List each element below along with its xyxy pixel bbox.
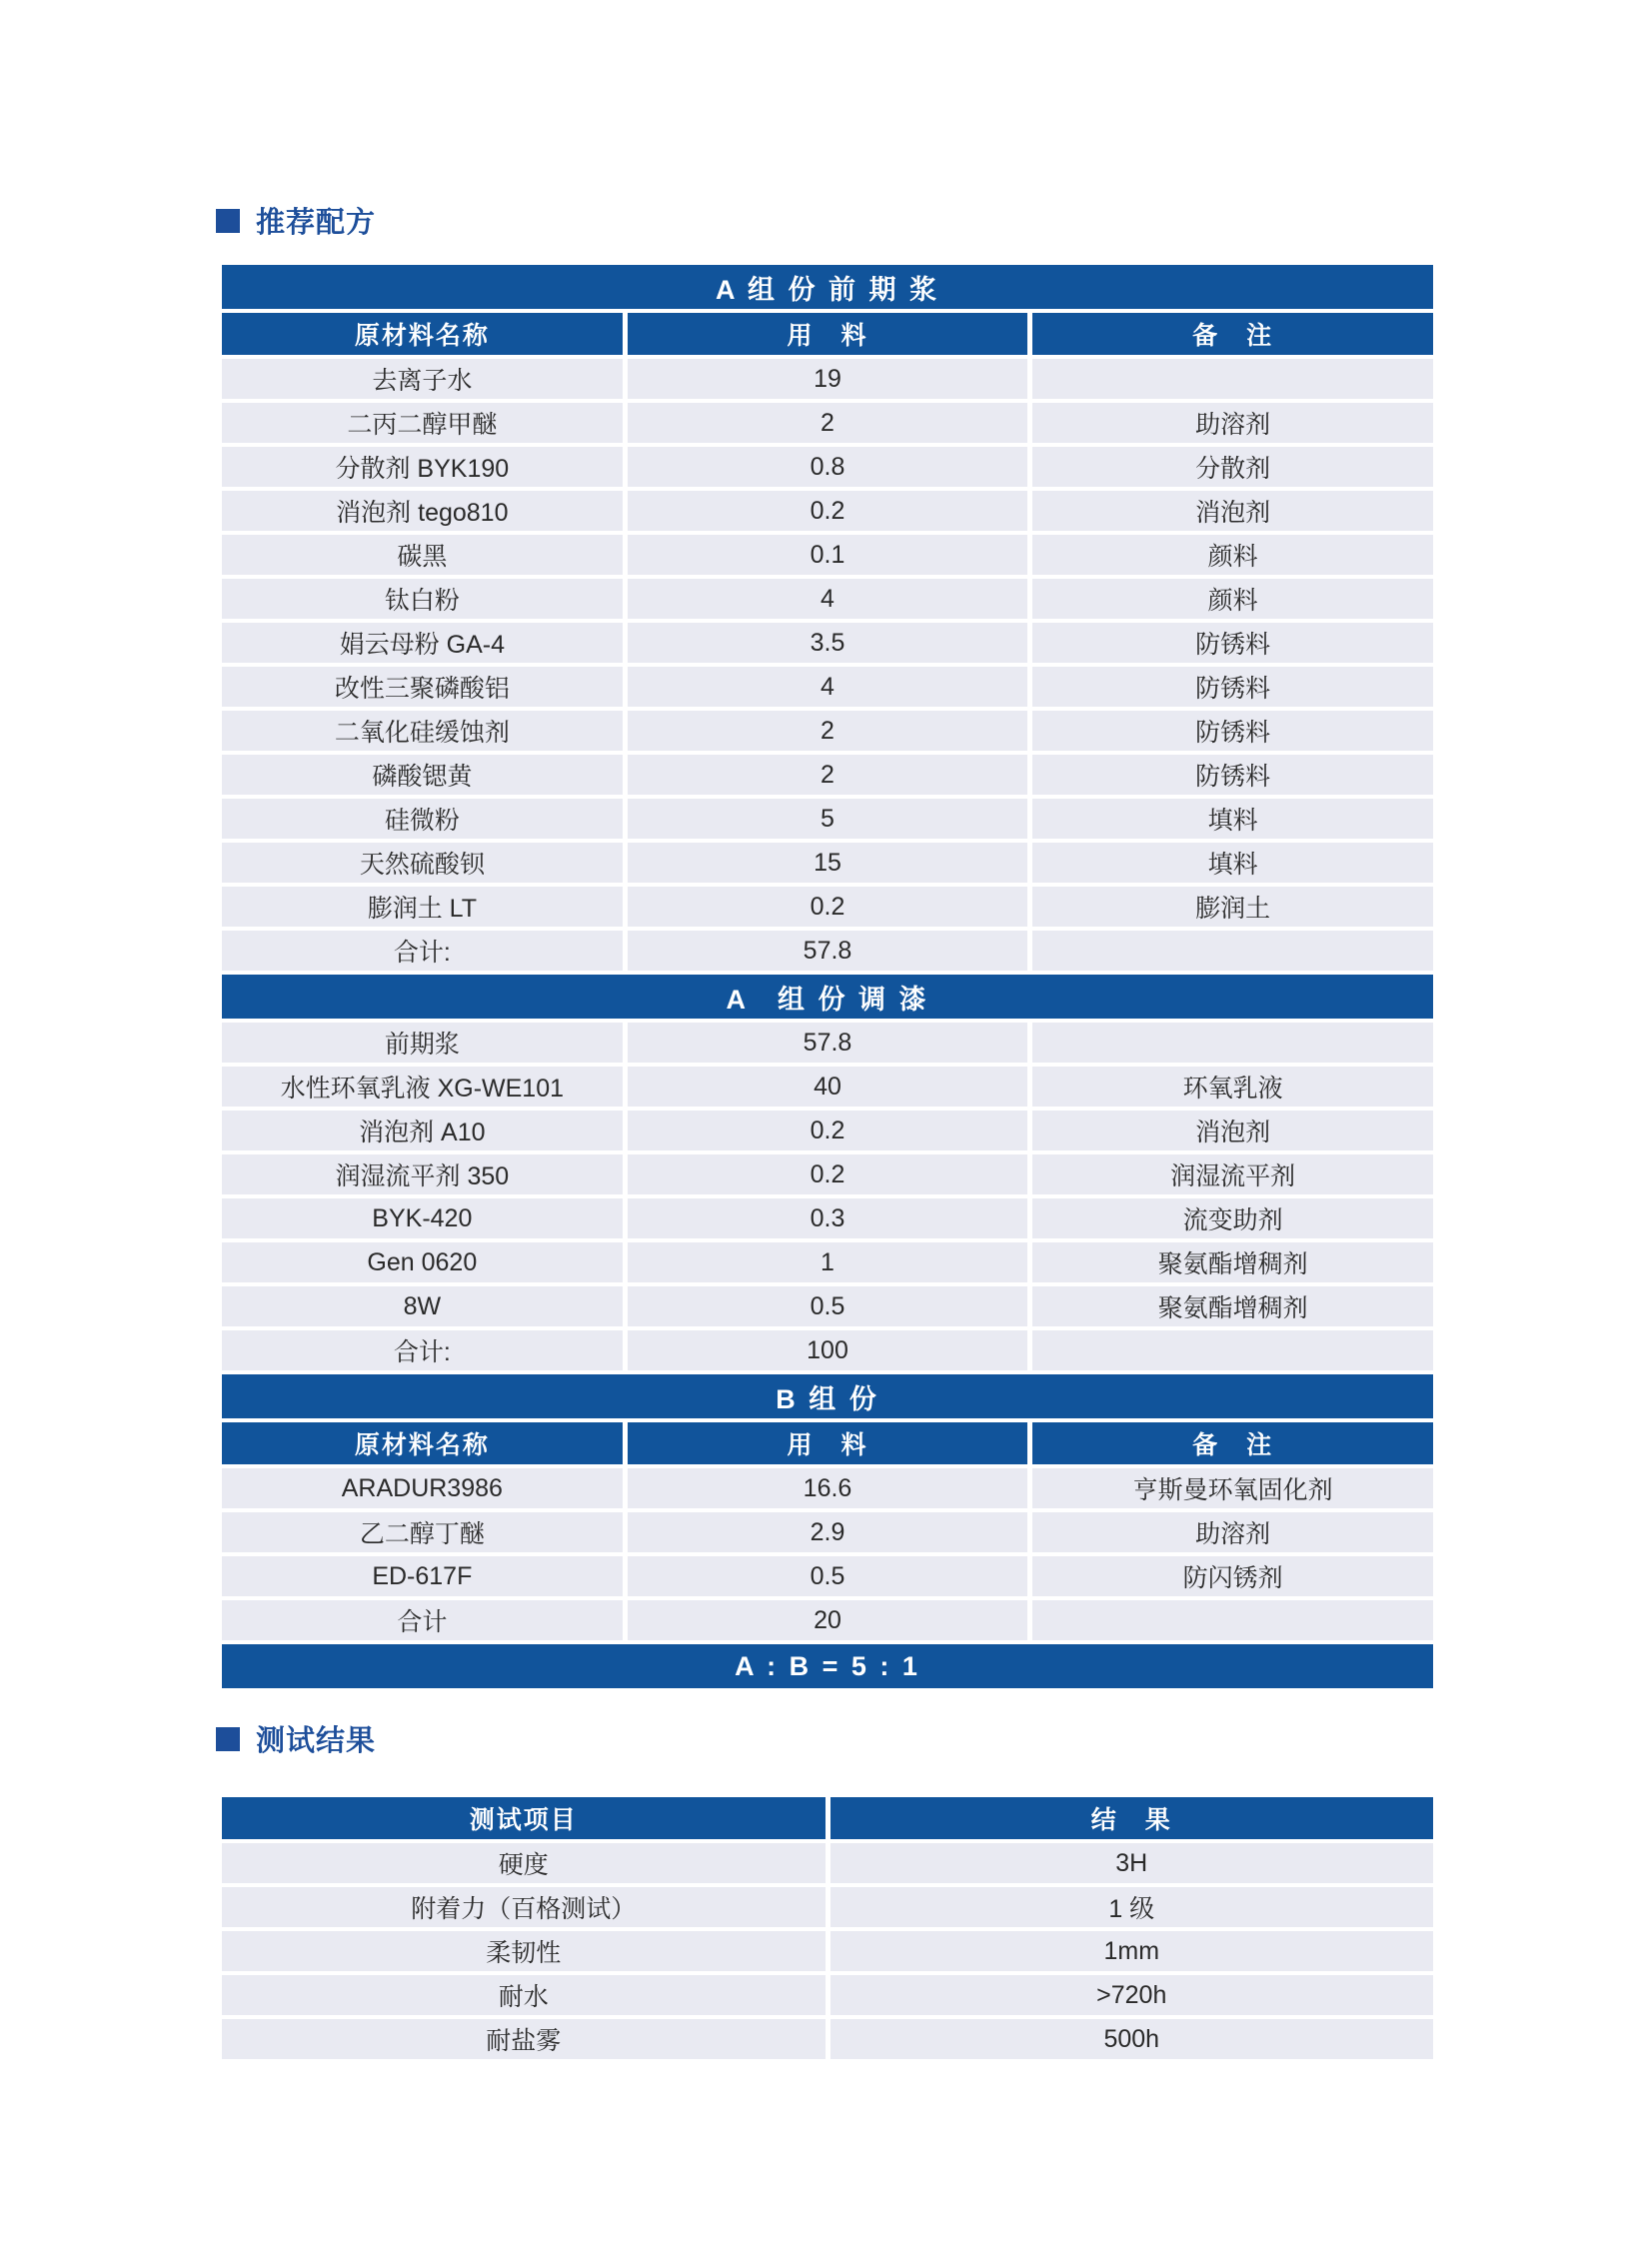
amount-cell: 2 — [628, 403, 1028, 443]
amount-cell: 0.2 — [628, 1111, 1028, 1150]
amount-cell: 0.2 — [628, 491, 1028, 531]
remark-cell: 消泡剂 — [1032, 1111, 1433, 1150]
material-name-cell: 硅微粉 — [222, 799, 623, 839]
formula-row — [222, 623, 1433, 663]
remark-cell: 膨润土 — [1032, 887, 1433, 927]
remark-cell: 流变助剂 — [1032, 1198, 1433, 1238]
remark-cell: 消泡剂 — [1032, 491, 1433, 531]
remark-cell: 颜料 — [1032, 535, 1433, 575]
remark-cell: 防锈料 — [1032, 623, 1433, 663]
square-bullet-icon — [216, 1727, 240, 1751]
material-name-cell: 乙二醇丁醚 — [222, 1512, 623, 1552]
test-result-cell: >720h — [830, 1975, 1434, 2015]
remark-cell: 助溶剂 — [1032, 1512, 1433, 1552]
test-item-cell: 柔韧性 — [222, 1931, 826, 1971]
material-name-cell: Gen 0620 — [222, 1242, 623, 1282]
remark-cell: 聚氨酯增稠剂 — [1032, 1286, 1433, 1326]
formula-header-row — [222, 313, 1433, 355]
test-row — [222, 1843, 1433, 1883]
formula-header-cell: 用 料 — [628, 313, 1028, 355]
formula-row — [222, 1286, 1433, 1326]
remark-cell: 颜料 — [1032, 579, 1433, 619]
formula-row — [222, 1198, 1433, 1238]
material-name-cell: 膨润土 LT — [222, 887, 623, 927]
amount-cell: 0.3 — [628, 1198, 1028, 1238]
remark-cell: 润湿流平剂 — [1032, 1154, 1433, 1194]
formula-section-title: B 组 份 — [222, 1374, 1433, 1418]
mix-ratio-bar: A : B = 5 : 1 — [222, 1644, 1433, 1688]
amount-cell: 2 — [628, 755, 1028, 795]
formula-section-title: A 组 份 前 期 浆 — [222, 265, 1433, 309]
amount-cell: 0.8 — [628, 447, 1028, 487]
test-result-cell: 3H — [830, 1843, 1434, 1883]
material-name-cell: BYK-420 — [222, 1198, 623, 1238]
material-name-cell: 二氧化硅缓蚀剂 — [222, 711, 623, 751]
amount-cell: 100 — [628, 1330, 1028, 1370]
remark-cell: 填料 — [1032, 843, 1433, 883]
material-name-cell: 消泡剂 tego810 — [222, 491, 623, 531]
material-name-cell: 碳黑 — [222, 535, 623, 575]
material-name-cell: 钛白粉 — [222, 579, 623, 619]
formula-row — [222, 1154, 1433, 1194]
remark-cell: 防锈料 — [1032, 755, 1433, 795]
material-name-cell: 天然硫酸钡 — [222, 843, 623, 883]
test-row — [222, 1975, 1433, 2015]
formula-row — [222, 1242, 1433, 1282]
test-result-cell: 1 级 — [830, 1887, 1434, 1927]
formula-row — [222, 403, 1433, 443]
test-result-cell: 1mm — [830, 1931, 1434, 1971]
formula-row — [222, 799, 1433, 839]
formula-header-row — [222, 1422, 1433, 1464]
amount-cell: 15 — [628, 843, 1028, 883]
formula-row — [222, 1023, 1433, 1063]
formula-header-cell: 原材料名称 — [222, 313, 623, 355]
material-name-cell: 水性环氧乳液 XG-WE101 — [222, 1067, 623, 1107]
test-item-cell: 附着力（百格测试） — [222, 1887, 826, 1927]
amount-cell: 40 — [628, 1067, 1028, 1107]
formula-header-cell: 备 注 — [1032, 1422, 1433, 1464]
formula-row — [222, 931, 1433, 971]
material-name-cell: 去离子水 — [222, 359, 623, 399]
material-name-cell: ARADUR3986 — [222, 1468, 623, 1508]
remark-cell: 助溶剂 — [1032, 403, 1433, 443]
test-row — [222, 1931, 1433, 1971]
test-header-cell: 结 果 — [830, 1797, 1434, 1839]
amount-cell: 5 — [628, 799, 1028, 839]
amount-cell: 4 — [628, 667, 1028, 707]
remark-cell: 防锈料 — [1032, 711, 1433, 751]
test-header-row — [222, 1797, 1433, 1839]
remark-cell: 聚氨酯增稠剂 — [1032, 1242, 1433, 1282]
amount-cell: 2.9 — [628, 1512, 1028, 1552]
remark-cell: 防闪锈剂 — [1032, 1556, 1433, 1596]
amount-cell: 2 — [628, 711, 1028, 751]
formula-section-title: A 组 份 调 漆 — [222, 975, 1433, 1019]
formula-row — [222, 1512, 1433, 1552]
material-name-cell: ED-617F — [222, 1556, 623, 1596]
material-name-cell: 消泡剂 A10 — [222, 1111, 623, 1150]
formula-row — [222, 1600, 1433, 1640]
amount-cell: 19 — [628, 359, 1028, 399]
material-name-cell: 润湿流平剂 350 — [222, 1154, 623, 1194]
amount-cell: 0.5 — [628, 1286, 1028, 1326]
remark-cell: 分散剂 — [1032, 447, 1433, 487]
amount-cell: 0.2 — [628, 1154, 1028, 1194]
formula-header-cell: 备 注 — [1032, 313, 1433, 355]
formula-row — [222, 755, 1433, 795]
formula-row — [222, 843, 1433, 883]
amount-cell: 1 — [628, 1242, 1028, 1282]
test-item-cell: 耐水 — [222, 1975, 826, 2015]
material-name-cell: 8W — [222, 1286, 623, 1326]
material-name-cell: 磷酸锶黄 — [222, 755, 623, 795]
test-result-cell: 500h — [830, 2019, 1434, 2059]
tests-section-heading — [216, 1718, 1433, 1759]
test-header-cell: 测试项目 — [222, 1797, 826, 1839]
remark-cell — [1032, 931, 1433, 971]
amount-cell: 4 — [628, 579, 1028, 619]
remark-cell — [1032, 1023, 1433, 1063]
amount-cell: 57.8 — [628, 931, 1028, 971]
material-name-cell: 娟云母粉 GA-4 — [222, 623, 623, 663]
remark-cell — [1032, 1600, 1433, 1640]
formula-row — [222, 1111, 1433, 1150]
formula-row — [222, 1556, 1433, 1596]
remark-cell — [1032, 1330, 1433, 1370]
amount-cell: 0.1 — [628, 535, 1028, 575]
formula-row — [222, 667, 1433, 707]
remark-cell: 防锈料 — [1032, 667, 1433, 707]
amount-cell: 57.8 — [628, 1023, 1028, 1063]
formula-heading-label: 推荐配方 — [256, 207, 377, 239]
test-row — [222, 2019, 1433, 2059]
formula-row — [222, 447, 1433, 487]
remark-cell: 环氧乳液 — [1032, 1067, 1433, 1107]
material-name-cell: 改性三聚磷酸铝 — [222, 667, 623, 707]
formula-row — [222, 1067, 1433, 1107]
formula-row — [222, 579, 1433, 619]
test-item-cell: 硬度 — [222, 1843, 826, 1883]
tests-heading-label: 测试结果 — [256, 1725, 377, 1757]
formula-row — [222, 1468, 1433, 1508]
material-name-cell: 合计: — [222, 1330, 623, 1370]
square-bullet-icon — [216, 209, 240, 233]
formula-header-cell: 用 料 — [628, 1422, 1028, 1464]
remark-cell — [1032, 359, 1433, 399]
test-item-cell: 耐盐雾 — [222, 2019, 826, 2059]
page-content — [222, 0, 1433, 2059]
formula-row — [222, 711, 1433, 751]
formula-row — [222, 535, 1433, 575]
test-row — [222, 1887, 1433, 1927]
formula-row — [222, 887, 1433, 927]
amount-cell: 20 — [628, 1600, 1028, 1640]
amount-cell: 16.6 — [628, 1468, 1028, 1508]
formula-row — [222, 491, 1433, 531]
remark-cell: 填料 — [1032, 799, 1433, 839]
material-name-cell: 二丙二醇甲醚 — [222, 403, 623, 443]
remark-cell: 亨斯曼环氧固化剂 — [1032, 1468, 1433, 1508]
test-results-table — [222, 1797, 1433, 2059]
material-name-cell: 合计: — [222, 931, 623, 971]
material-name-cell: 前期浆 — [222, 1023, 623, 1063]
amount-cell: 0.2 — [628, 887, 1028, 927]
amount-cell: 0.5 — [628, 1556, 1028, 1596]
formula-row — [222, 1330, 1433, 1370]
formula-section-heading — [216, 200, 1433, 241]
formula-header-cell: 原材料名称 — [222, 1422, 623, 1464]
formula-table — [222, 265, 1433, 1688]
formula-row — [222, 359, 1433, 399]
material-name-cell: 合计 — [222, 1600, 623, 1640]
amount-cell: 3.5 — [628, 623, 1028, 663]
material-name-cell: 分散剂 BYK190 — [222, 447, 623, 487]
